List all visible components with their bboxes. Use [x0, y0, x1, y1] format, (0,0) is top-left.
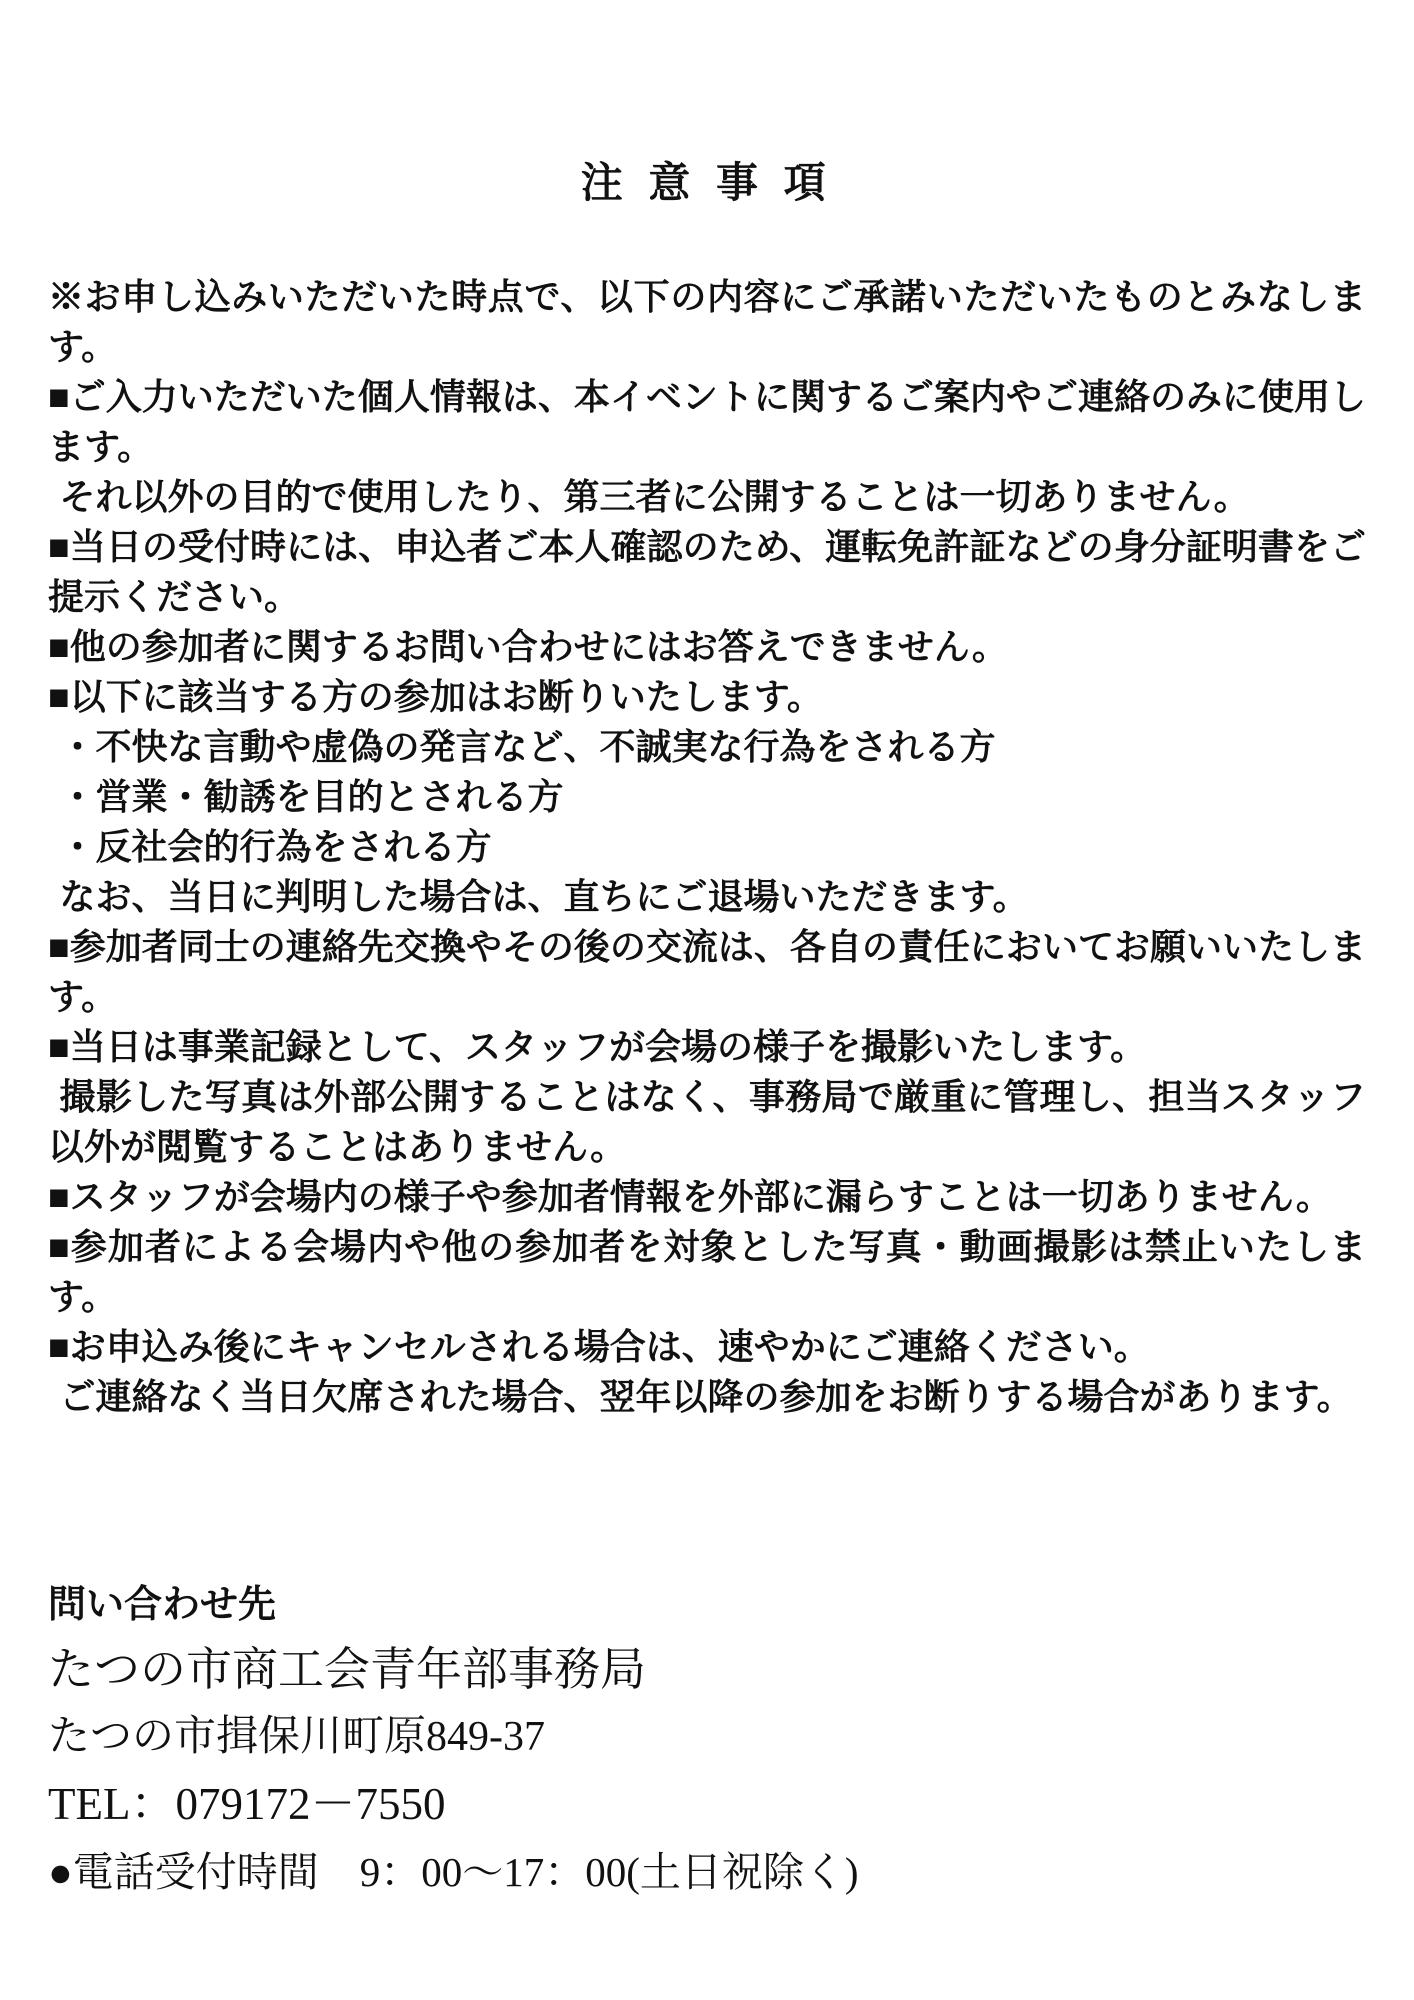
- notice-line: ■スタッフが会場内の様子や参加者情報を外部に漏らすことは一切ありません。: [48, 1177, 1332, 1217]
- notice-line: それ以外の目的で使用したり、第三者に公開することは一切ありません。: [59, 477, 1250, 517]
- notice-line: ・不快な言動や虚偽の発言など、不誠実な行為をされる方: [59, 727, 996, 767]
- contact-phone: TEL：079172－7550: [48, 1779, 446, 1829]
- notice-line: 撮影した写真は外部公開することはなく、事務局で厳重に管理し、担当スタッフ以外が閲覧することはありません。: [48, 1077, 1366, 1167]
- contact-phone-hours: ●電話受付時間 9：00～17：00(土日祝除く): [48, 1849, 859, 1895]
- notice-line: ※お申し込みいただいた時点で、以下の内容にご承諾いただいたものとみなします。: [48, 277, 1366, 367]
- notice-line: ・反社会的行為をされる方: [59, 827, 492, 867]
- notice-line: ■ご入力いただいた個人情報は、本イベントに関するご案内やご連絡のみに使用します。: [48, 377, 1366, 467]
- notice-line: ■参加者同士の連絡先交換やその後の交流は、各自の責任においてお願いいたします。: [48, 927, 1366, 1017]
- contact-section: [48, 1574, 1366, 1906]
- notice-line: ■お申込み後にキャンセルされる場合は、速やかにご連絡ください。: [48, 1327, 1150, 1367]
- notes-list: [48, 272, 1366, 1422]
- notice-line: ■以下に該当する方の参加はお断りいたします。: [48, 677, 823, 717]
- contact-organization: たつの市商工会青年部事務局: [48, 1644, 646, 1695]
- notice-line: ■当日は事業記録として、スタッフが会場の様子を撮影いたします。: [48, 1027, 1147, 1067]
- contact-address: たつの市揖保川町原849-37: [48, 1714, 545, 1760]
- notice-line: ご連絡なく当日欠席された場合、翌年以降の参加をお断りする場合があります。: [59, 1377, 1353, 1417]
- notice-line: なお、当日に判明した場合は、直ちにご退場いただきます。: [59, 877, 1029, 917]
- contact-heading: 問い合わせ先: [48, 1584, 277, 1626]
- page-title: 注 意 事 項: [580, 161, 834, 207]
- notice-line: ■参加者による会場内や他の参加者を対象とした写真・動画撮影は禁止いたします。: [48, 1227, 1366, 1317]
- notice-line: ■他の参加者に関するお問い合わせにはお答えできません。: [48, 627, 1008, 667]
- notice-line: ■当日の受付時には、申込者ご本人確認のため、運転免許証などの身分証明書をご提示ください。: [48, 527, 1366, 617]
- notice-line: ・営業・勧誘を目的とされる方: [59, 777, 564, 817]
